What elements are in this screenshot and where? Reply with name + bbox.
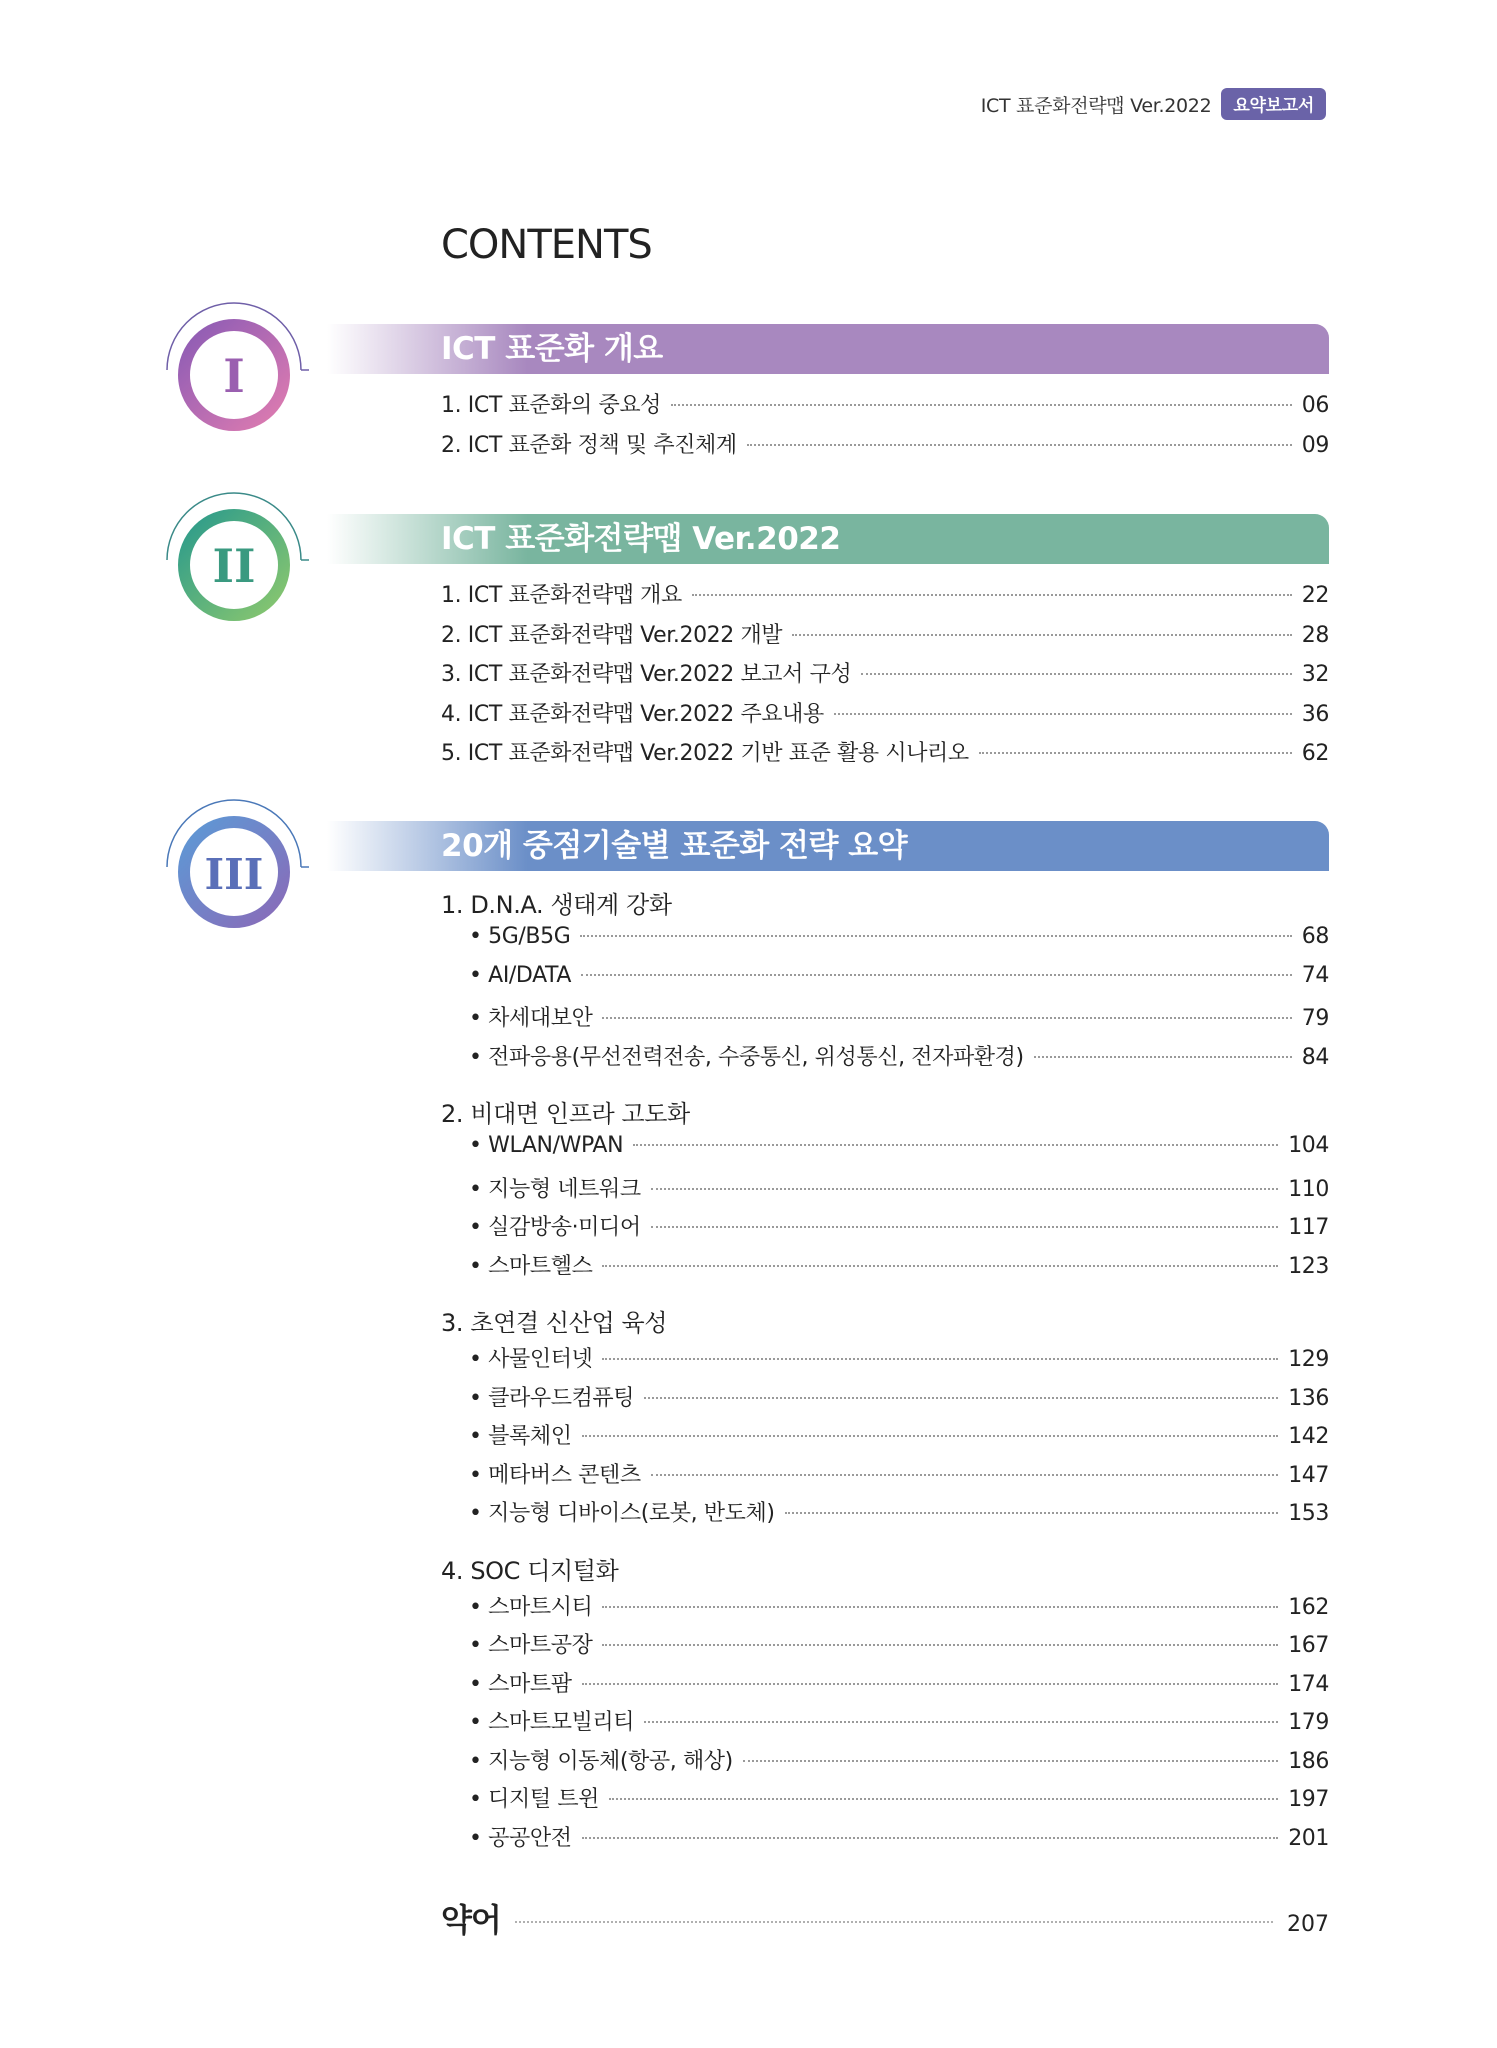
section-1-title: ICT 표준화 개요 — [441, 331, 663, 367]
toc-entry[interactable]: • 전파응용(무선전력전송, 수중통신, 위성통신, 전자파환경) 84 — [441, 1040, 1329, 1079]
page-number: 201 — [1288, 1825, 1329, 1851]
section-2-title: ICT 표준화전략맵 Ver.2022 — [441, 521, 841, 557]
toc-entry[interactable]: • 지능형 네트워크 110 — [441, 1172, 1329, 1211]
dot-leader — [743, 1760, 1278, 1762]
dot-leader — [671, 404, 1292, 406]
toc-entry[interactable]: • 사물인터넷 129 — [441, 1342, 1329, 1381]
toc-entry[interactable]: • 차세대보안 79 — [441, 1001, 1329, 1040]
page-number: 84 — [1301, 1044, 1329, 1070]
dot-leader — [609, 1798, 1278, 1800]
page-number: 123 — [1288, 1253, 1329, 1279]
section-3-numeral: III — [204, 850, 264, 899]
toc-entry[interactable]: • 5G/B5G 68 — [441, 924, 1329, 963]
toc-entry[interactable]: • 스마트팜 174 — [441, 1667, 1329, 1706]
page-number: 62 — [1301, 741, 1329, 766]
dot-leader — [515, 1921, 1273, 1923]
group-heading[interactable]: 3. 초연결 신산업 육성 — [441, 1309, 668, 1337]
contents-title: CONTENTS — [441, 222, 652, 268]
dot-leader — [747, 444, 1292, 446]
page-number: 207 — [1287, 1912, 1329, 1937]
page-number: 167 — [1288, 1633, 1329, 1658]
page-number: 74 — [1301, 962, 1329, 988]
page-number: 197 — [1288, 1787, 1329, 1812]
dot-leader — [979, 752, 1292, 754]
dot-leader — [581, 974, 1292, 976]
section-1-numeral: I — [223, 349, 245, 403]
toc-entry[interactable]: • 공공안전 201 — [441, 1821, 1329, 1860]
toc-group-4 — [441, 1552, 1329, 1860]
dot-leader — [834, 713, 1292, 715]
dot-leader — [602, 1017, 1291, 1019]
dot-leader — [692, 594, 1292, 596]
toc-entry[interactable]: • 지능형 디바이스(로봇, 반도체) 153 — [441, 1496, 1329, 1535]
dot-leader — [580, 935, 1291, 937]
page-number: 36 — [1301, 701, 1329, 727]
section-3-toc — [441, 886, 1329, 1876]
toc-entry-abbreviations[interactable] — [441, 1895, 1329, 1941]
toc-entry[interactable]: 4. ICT 표준화전략맵 Ver.2022 주요내용 36 — [441, 701, 1329, 727]
page-number: 79 — [1301, 1006, 1329, 1031]
page-number: 104 — [1288, 1133, 1329, 1158]
page-number: 06 — [1301, 393, 1329, 418]
page-number: 153 — [1288, 1501, 1329, 1526]
abbreviations-label: 약어 — [441, 1901, 501, 1939]
dot-leader — [644, 1721, 1278, 1723]
dot-leader — [633, 1144, 1278, 1146]
page-number: 09 — [1301, 432, 1329, 458]
toc-entry[interactable]: 2. ICT 표준화 정책 및 추진체계 09 — [441, 432, 1329, 458]
toc-entry[interactable]: • 메타버스 콘텐츠 147 — [441, 1458, 1329, 1497]
toc-group-3 — [441, 1304, 1329, 1535]
page-number: 179 — [1288, 1710, 1329, 1735]
toc-entry[interactable]: 2. ICT 표준화전략맵 Ver.2022 개발 28 — [441, 622, 1329, 648]
toc-entry[interactable]: • 스마트모빌리티 179 — [441, 1705, 1329, 1744]
group-heading[interactable]: 4. SOC 디지털화 — [441, 1556, 619, 1585]
dot-leader — [582, 1837, 1279, 1839]
dot-leader — [651, 1188, 1278, 1190]
summary-report-badge: 요약보고서 — [1221, 88, 1326, 120]
toc-entry[interactable]: 1. ICT 표준화전략맵 개요 22 — [441, 583, 1329, 608]
toc-entry[interactable]: • 디지털 트윈 197 — [441, 1782, 1329, 1821]
dot-leader — [582, 1435, 1279, 1437]
toc-entry[interactable]: • 지능형 이동체(항공, 해상) 186 — [441, 1744, 1329, 1783]
toc-entry[interactable]: • 클라우드컴퓨팅 136 — [441, 1381, 1329, 1420]
toc-entry[interactable]: 1. ICT 표준화의 중요성 06 — [441, 393, 1329, 418]
document-name: ICT 표준화전략맵 Ver.2022 — [980, 94, 1212, 117]
page-number: 186 — [1288, 1748, 1329, 1774]
toc-entry[interactable]: • 스마트시티 162 — [441, 1590, 1329, 1629]
dot-leader — [792, 634, 1292, 636]
section-3-numeral-emblem — [159, 797, 309, 947]
dot-leader — [602, 1265, 1278, 1267]
group-heading[interactable]: 2. 비대면 인프라 고도화 — [441, 1100, 690, 1128]
page-number: 28 — [1301, 622, 1329, 648]
page-number: 32 — [1301, 662, 1329, 687]
section-2-toc — [441, 578, 1329, 776]
page-number: 129 — [1288, 1347, 1329, 1372]
dot-leader — [651, 1226, 1278, 1228]
page-number: 110 — [1288, 1176, 1329, 1202]
section-2-numeral-emblem — [159, 490, 309, 640]
dot-leader — [602, 1606, 1278, 1608]
page-number: 174 — [1288, 1671, 1329, 1697]
dot-leader — [651, 1474, 1278, 1476]
section-2-numeral: II — [212, 539, 256, 593]
page-number: 162 — [1288, 1594, 1329, 1620]
dot-leader — [602, 1644, 1278, 1646]
dot-leader — [582, 1683, 1279, 1685]
toc-entry[interactable]: • AI/DATA 74 — [441, 963, 1329, 1002]
toc-entry[interactable]: • 스마트헬스 123 — [441, 1249, 1329, 1288]
dot-leader — [1034, 1056, 1292, 1058]
page-number: 142 — [1288, 1424, 1329, 1449]
section-3-title: 20개 중점기술별 표준화 전략 요약 — [441, 828, 908, 864]
toc-group-2 — [441, 1095, 1329, 1287]
section-1-toc — [441, 388, 1329, 467]
toc-group-1 — [441, 886, 1329, 1078]
toc-entry[interactable]: 5. ICT 표준화전략맵 Ver.2022 기반 표준 활용 시나리오 62 — [441, 741, 1329, 766]
dot-leader — [602, 1358, 1278, 1360]
dot-leader — [861, 673, 1291, 675]
toc-entry[interactable]: 3. ICT 표준화전략맵 Ver.2022 보고서 구성 32 — [441, 662, 1329, 687]
running-header — [981, 88, 1326, 120]
toc-entry[interactable]: • 블록체인 142 — [441, 1419, 1329, 1458]
toc-entry[interactable]: • WLAN/WPAN 104 — [441, 1133, 1329, 1172]
dot-leader — [644, 1397, 1278, 1399]
page-number: 136 — [1288, 1385, 1329, 1411]
page-number: 117 — [1288, 1215, 1329, 1240]
page-number: 68 — [1301, 924, 1329, 949]
group-heading[interactable]: 1. D.N.A. 생태계 강화 — [441, 891, 672, 919]
dot-leader — [785, 1512, 1279, 1514]
section-1-numeral-emblem — [159, 300, 309, 450]
page-number: 147 — [1288, 1462, 1329, 1488]
toc-entry[interactable]: • 실감방송·미디어 117 — [441, 1210, 1329, 1249]
page-number: 22 — [1301, 583, 1329, 608]
toc-entry[interactable]: • 스마트공장 167 — [441, 1628, 1329, 1667]
